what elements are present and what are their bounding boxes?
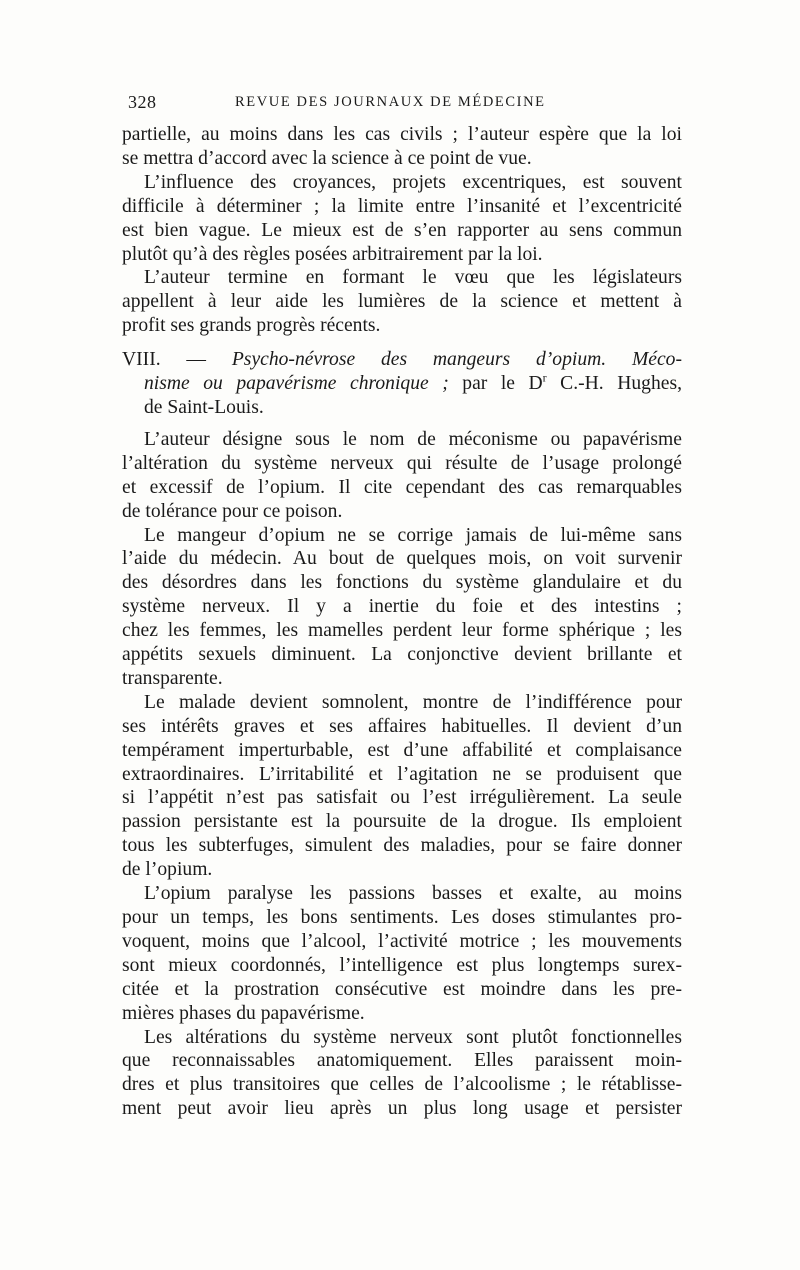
text-line: ses intérêts graves et ses affaires habituelles. Il devient d’un (122, 715, 682, 737)
section-heading-line: de Saint-Louis. (144, 396, 264, 418)
section-heading-line (122, 348, 682, 372)
text-line: est bien vague. Le mieux est de s’en rapporter au sens commun (122, 219, 682, 241)
text-line: l’altération du système nerveux qui résulte de l’usage prolongé (122, 452, 682, 474)
paragraph (122, 1026, 682, 1122)
text-line: pour un temps, les bons sentiments. Les doses stimulantes pro- (122, 907, 682, 928)
text-line: plutôt qu’à des règles posées arbitrairement par la loi. (122, 243, 543, 265)
text-line: tempérament imperturbable, est d’une affabilité et complaisance (122, 739, 682, 761)
text-line: citée et la prostration consécutive est moindre dans les pre- (122, 978, 682, 1000)
page-body (122, 123, 682, 1121)
text-line: dres et plus transitoires que celles de l’alcoolisme ; le rétablisse- (122, 1074, 682, 1096)
text-line: L’auteur termine en formant le vœu que les législateurs (144, 267, 682, 289)
text-line: appétits sexuels diminuent. La conjonctive devient brillante et (122, 644, 682, 666)
text-line: se mettra d’accord avec la science à ce point de vue. (122, 147, 532, 169)
text-line: L’auteur désigne sous le nom de méconisme ou papavérisme (144, 428, 682, 450)
text-line: partielle, au moins dans les cas civils ; l’auteur espère que la loi (122, 124, 682, 145)
section-author-prefix: par le D (448, 373, 543, 395)
paragraph (122, 171, 682, 267)
section-number: VIII. — (122, 349, 207, 371)
text-line: de l’opium. (122, 859, 213, 881)
section-heading-line (122, 372, 682, 396)
text-line: ment peut avoir lieu après un plus long usage et persister (122, 1098, 682, 1120)
text-line: Les altérations du système nerveux sont plutôt fonctionnelles (144, 1026, 682, 1048)
text-line: chez les femmes, les mamelles perdent leur forme sphérique ; les (122, 620, 682, 642)
paragraph (122, 428, 682, 524)
text-line: passion persistante est la poursuite de la drogue. Ils emploient (122, 811, 682, 833)
paragraph (122, 691, 682, 882)
text-line: sont mieux coordonnés, l’intelligence est plus longtemps surex- (122, 954, 682, 976)
text-line: et excessif de l’opium. Il cite cependant des cas remarquables (122, 476, 682, 498)
text-line: mières phases du papavérisme. (122, 1002, 365, 1024)
text-line: L’influence des croyances, projets excentriques, est souvent (144, 171, 682, 193)
text-line: voquent, moins que l’alcool, l’activité motrice ; les mouvements (122, 930, 682, 952)
text-line: tous les subterfuges, simulent des maladies, pour se faire donner (122, 835, 682, 857)
section-superscript: r (542, 370, 547, 385)
section-title: Psycho-névrose des mangeurs d’opium. Méco- (231, 349, 682, 371)
paragraph (122, 266, 682, 338)
text-line: appellent à leur aide les lumières de la science et mettent à (122, 291, 682, 313)
text-line: si l’appétit n’est pas satisfait ou l’est irrégulièrement. La seule (122, 787, 682, 809)
text-line: L’opium paralyse les passions basses et exalte, au moins (144, 883, 682, 905)
section-author: C.-H. Hughes, (546, 373, 682, 395)
text-line: profit ses grands progrès récents. (122, 315, 381, 337)
text-line: extraordinaires. L’irritabilité et l’agitation ne se produisent que (122, 763, 682, 785)
section-title: nisme ou papavérisme chronique ; (144, 373, 449, 395)
text-line: système nerveux. Il y a inertie du foie et des intestins ; (122, 596, 682, 618)
page-header (128, 92, 688, 118)
running-title: REVUE DES JOURNAUX DE MÉDECINE (235, 94, 546, 110)
text-line: que reconnaissables anatomiquement. Elles paraissent moin- (122, 1050, 682, 1072)
paragraph (122, 882, 682, 1025)
text-line: transparente. (122, 667, 223, 689)
text-line: difficile à déterminer ; la limite entre l’insanité et l’excentricité (122, 195, 682, 217)
text-line: des désordres dans les fonctions du système glandulaire et du (122, 572, 682, 594)
text-line: de tolérance pour ce poison. (122, 500, 343, 522)
text-line: Le mangeur d’opium ne se corrige jamais de lui-même sans (144, 524, 682, 546)
section-heading (122, 348, 682, 420)
text-line: l’aide du médecin. Au bout de quelques mois, on voit survenir (122, 548, 682, 570)
page-number: 328 (128, 92, 157, 112)
paragraph-continuation (122, 123, 682, 171)
paragraph (122, 524, 682, 691)
text-line: Le malade devient somnolent, montre de l’indifférence pour (144, 691, 682, 713)
